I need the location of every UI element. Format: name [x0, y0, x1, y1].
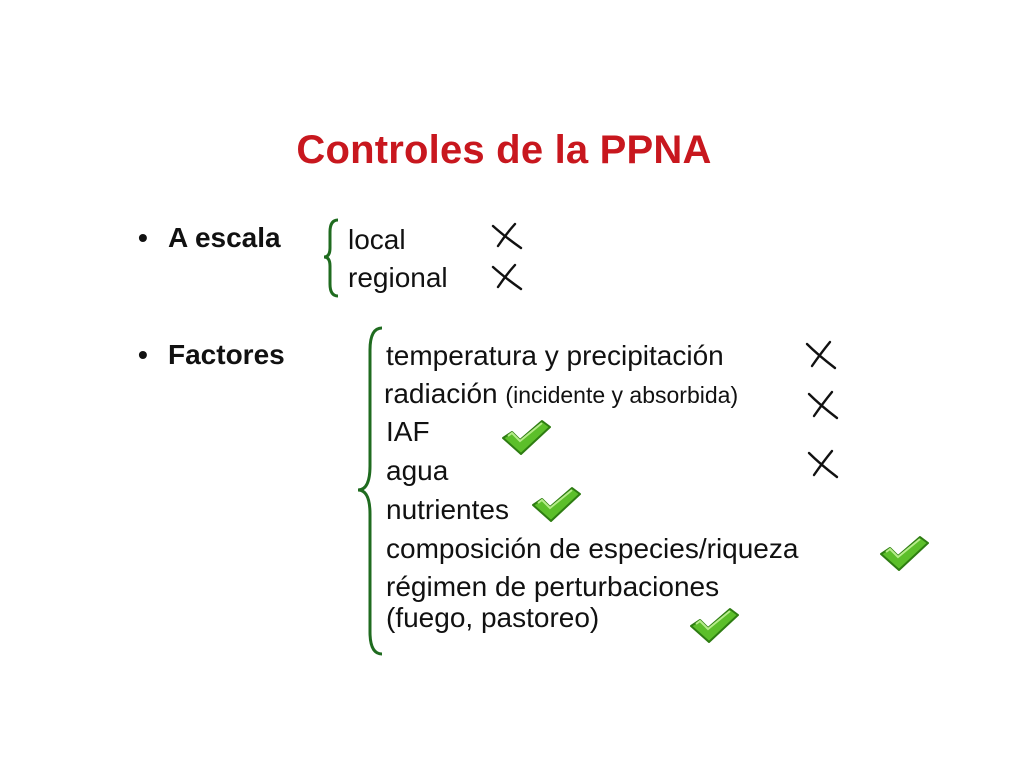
bullet-glyph: •: [138, 222, 148, 253]
bullet-label: A escala: [168, 222, 281, 253]
item-regional: regional: [348, 262, 448, 293]
x-icon: [804, 340, 840, 370]
item-radiacion-note: (incidente y absorbida): [505, 382, 739, 408]
check-icon: [500, 418, 552, 456]
x-icon: [490, 222, 526, 250]
x-icon: [806, 390, 842, 420]
slide-title: Controles de la PPNA: [296, 128, 712, 172]
bullet-label: Factores: [168, 339, 285, 370]
bullet-glyph: •: [138, 339, 148, 370]
item-radiacion: [384, 378, 738, 410]
bullet-factores: [138, 339, 285, 371]
bullet-a-escala: [138, 222, 281, 254]
item-agua: agua: [386, 455, 449, 486]
item-regimen-examples: (fuego, pastoreo): [386, 602, 600, 633]
check-icon: [878, 534, 930, 572]
item-composicion: composición de especies/riqueza: [386, 533, 799, 564]
x-icon: [490, 263, 526, 291]
item-regimen: régimen de perturbaciones: [386, 571, 720, 602]
curly-brace-icon: [354, 326, 386, 658]
item-temperatura: temperatura y precipitación: [386, 340, 724, 371]
item-local: local: [348, 224, 406, 255]
item-nutrientes: nutrientes: [386, 494, 509, 525]
check-icon: [530, 485, 582, 523]
x-icon: [806, 449, 842, 479]
curly-brace-icon: [322, 218, 342, 298]
item-iaf: IAF: [386, 416, 430, 447]
item-radiacion-label: radiación: [384, 378, 498, 409]
check-icon: [688, 606, 740, 644]
